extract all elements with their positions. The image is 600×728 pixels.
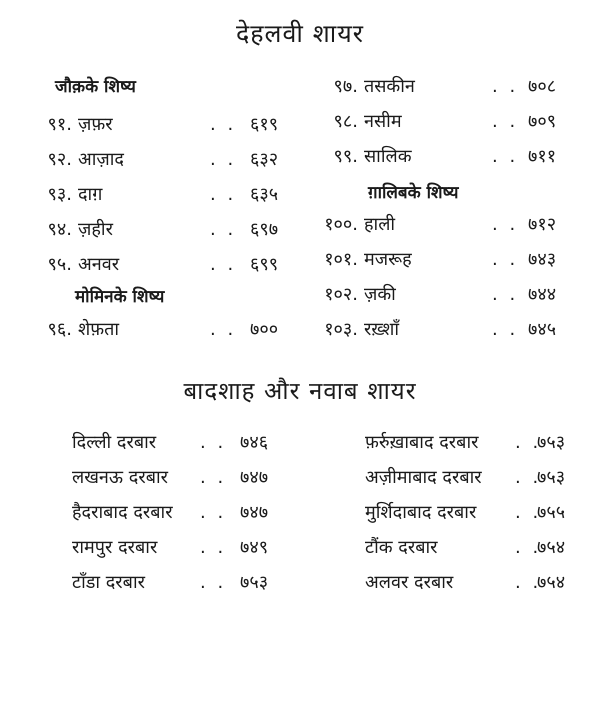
entry-name: टौंक दरबार: [365, 537, 438, 558]
entry-dots: . .: [492, 146, 519, 167]
heading-ghalib-disciples: ग़ालिबके शिष्य: [368, 183, 459, 203]
entry-dots: . .: [210, 254, 237, 275]
entry-dots: . .: [515, 432, 542, 453]
entry-page: ७००: [250, 319, 279, 340]
entry-num: १०३.: [324, 319, 358, 340]
entry-dots: . .: [492, 214, 519, 235]
entry-name: फ़र्रुख़ाबाद दरबार: [365, 432, 479, 453]
entry-num: १०२.: [324, 284, 358, 305]
entry-num: ९७.: [333, 76, 358, 97]
entry-page: ७४७: [240, 502, 269, 523]
entry-dots: . .: [200, 432, 227, 453]
entry-dots: . .: [200, 537, 227, 558]
entry-name: ज़फ़र: [78, 114, 113, 135]
entry-num: ९२.: [47, 149, 72, 170]
entry-dots: . .: [492, 249, 519, 270]
entry-num: १०१.: [324, 249, 358, 270]
entry-page: ७४३: [528, 249, 557, 270]
entry-name: अज़ीमाबाद दरबार: [365, 467, 482, 488]
entry-name: ज़हीर: [78, 219, 113, 240]
entry-num: १००.: [324, 214, 358, 235]
entry-name: अलवर दरबार: [365, 572, 454, 593]
entry-dots: . .: [210, 184, 237, 205]
entry-page: ७५४: [537, 572, 566, 593]
entry-page: ७०८: [528, 76, 557, 97]
section-title-dehlavi: देहलवी शायर: [235, 19, 365, 48]
entry-name: शेफ़ता: [78, 319, 120, 340]
entry-page: ७५५: [537, 502, 566, 523]
entry-dots: . .: [515, 467, 542, 488]
entry-name: रख़्शाँ: [364, 319, 400, 340]
entry-dots: . .: [492, 111, 519, 132]
entry-dots: . .: [492, 319, 519, 340]
entry-name: ज़की: [364, 284, 396, 305]
entry-name: रामपुर दरबार: [72, 537, 158, 558]
section-title-badshah-nawab: बादशाह और नवाब शायर: [183, 377, 417, 405]
entry-page: ६३५: [250, 184, 279, 205]
entry-dots: . .: [492, 284, 519, 305]
entry-page: ७४६: [240, 432, 269, 453]
entry-num: ९६.: [47, 319, 72, 340]
entry-page: ७५३: [537, 432, 566, 453]
entry-dots: . .: [515, 572, 542, 593]
entry-name: नसीम: [364, 111, 402, 132]
entry-page: ६९७: [250, 219, 279, 240]
entry-dots: . .: [515, 537, 542, 558]
entry-page: ७५३: [240, 572, 269, 593]
entry-page: ७४५: [528, 319, 557, 340]
entry-dots: . .: [200, 502, 227, 523]
entry-num: ९३.: [47, 184, 72, 205]
entry-page: ६९९: [250, 254, 279, 275]
entry-name: टाँडा दरबार: [72, 572, 145, 593]
entry-page: ७४७: [240, 467, 269, 488]
entry-dots: . .: [210, 219, 237, 240]
heading-zauq-disciples: जौक़के शिष्य: [55, 77, 136, 97]
entry-page: ७१२: [528, 214, 557, 235]
entry-num: ९१.: [47, 114, 72, 135]
entry-dots: . .: [210, 319, 237, 340]
entry-page: ६१९: [250, 114, 279, 135]
entry-dots: . .: [515, 502, 542, 523]
entry-page: ७५४: [537, 537, 566, 558]
entry-num: ९८.: [333, 111, 358, 132]
entry-page: ७४४: [528, 284, 557, 305]
entry-dots: . .: [210, 149, 237, 170]
entry-name: दाग़: [78, 184, 103, 205]
entry-name: दिल्ली दरबार: [72, 432, 157, 453]
entry-name: हाली: [364, 214, 396, 235]
entry-name: हैदराबाद दरबार: [72, 502, 173, 523]
entry-name: मुर्शिदाबाद दरबार: [365, 502, 477, 523]
entry-num: ९९.: [333, 146, 358, 167]
entry-name: अनवर: [78, 254, 120, 275]
entry-name: तसकीन: [364, 76, 415, 97]
entry-name: मजरूह: [364, 249, 412, 270]
entry-dots: . .: [492, 76, 519, 97]
entry-page: ७५३: [537, 467, 566, 488]
entry-num: ९४.: [47, 219, 72, 240]
entry-dots: . .: [200, 467, 227, 488]
entry-dots: . .: [200, 572, 227, 593]
entry-name: लखनऊ दरबार: [72, 467, 168, 488]
entry-name: सालिक: [364, 146, 412, 167]
entry-page: ७४९: [240, 537, 269, 558]
entry-page: ६३२: [250, 149, 279, 170]
entry-page: ७११: [528, 146, 557, 167]
heading-momin-disciples: मोमिनके शिष्य: [75, 287, 165, 307]
entry-dots: . .: [210, 114, 237, 135]
entry-name: आज़ाद: [78, 149, 124, 170]
entry-page: ७०९: [528, 111, 557, 132]
entry-num: ९५.: [47, 254, 72, 275]
